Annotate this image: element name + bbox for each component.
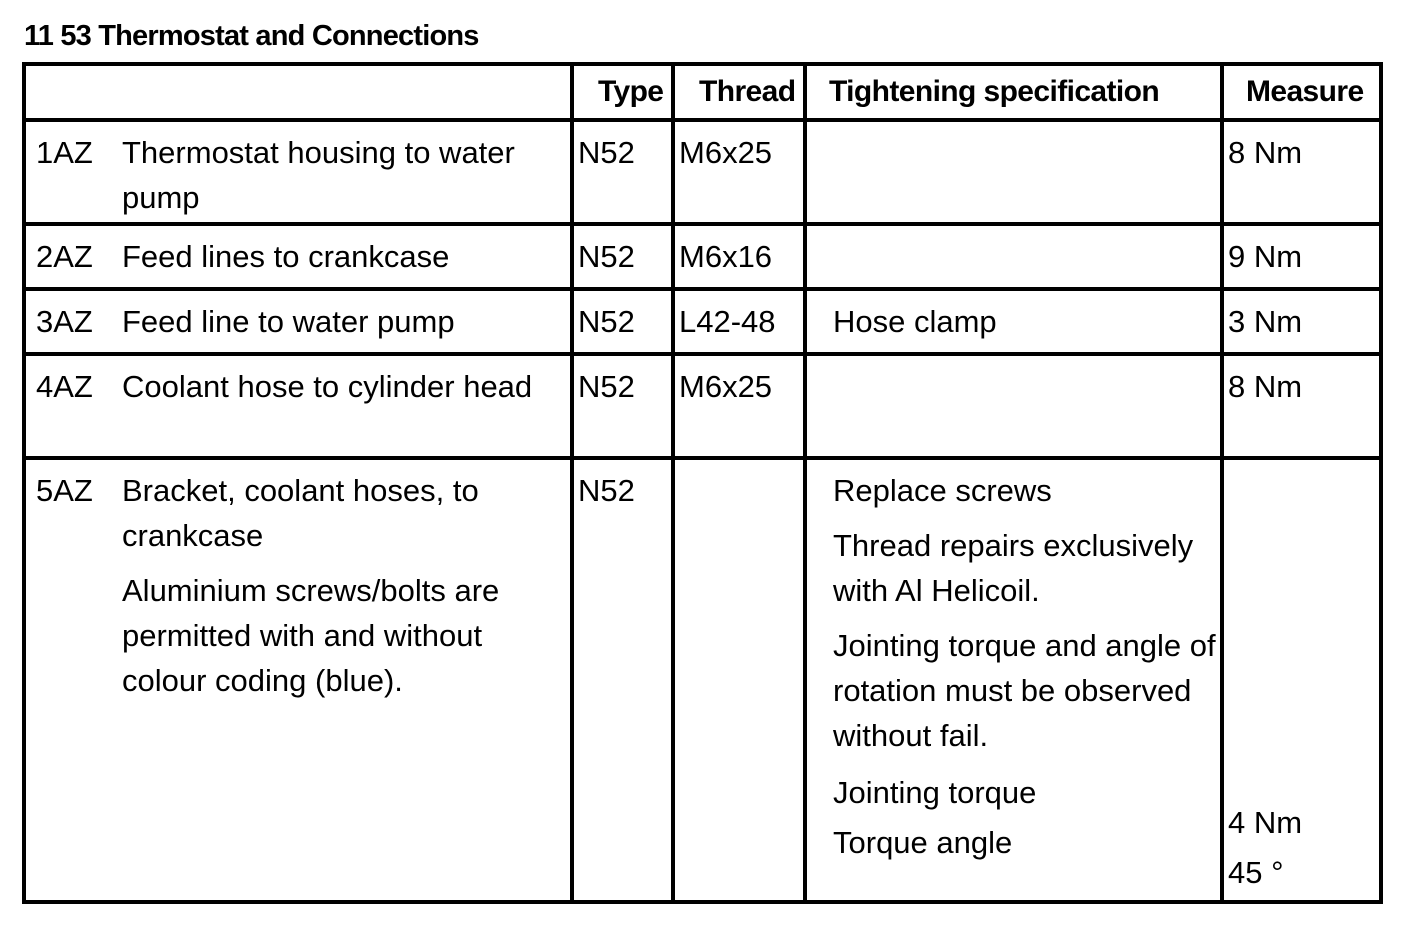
spec-replace-screws: Replace screws — [833, 473, 1052, 508]
header-description — [118, 64, 572, 120]
row-spec — [805, 120, 1222, 224]
row-description: Thermostat housing to water pump — [118, 120, 572, 224]
table-header-row — [24, 64, 1381, 120]
row-description — [118, 458, 572, 902]
spec-jointing-note: Jointing torque and angle of rotation must be observed without fail. — [833, 628, 1216, 753]
table-row — [24, 224, 1381, 289]
row-thread: M6x25 — [673, 354, 805, 458]
header-type: Type — [572, 64, 673, 120]
torque-table — [22, 62, 1383, 904]
row-id: 3AZ — [24, 289, 118, 354]
row-description-text: Bracket, coolant hoses, to crankcase — [122, 473, 479, 553]
row-description: Coolant hose to cylinder head — [118, 354, 572, 458]
row-id: 5AZ — [24, 458, 118, 902]
table-row — [24, 458, 1381, 902]
row-thread: M6x16 — [673, 224, 805, 289]
header-thread: Thread — [673, 64, 805, 120]
row-measure — [1222, 458, 1381, 902]
torque-angle-value: 45 ° — [1228, 855, 1284, 890]
row-spec — [805, 224, 1222, 289]
row-spec: Hose clamp — [805, 289, 1222, 354]
jointing-torque-value: 4 Nm — [1228, 805, 1303, 840]
row-id: 1AZ — [24, 120, 118, 224]
row-description: Feed lines to crankcase — [118, 224, 572, 289]
row-description: Feed line to water pump — [118, 289, 572, 354]
row-measure: 8 Nm — [1222, 354, 1381, 458]
table-row — [24, 354, 1381, 458]
header-measure: Measure — [1222, 64, 1381, 120]
page-title: 11 53 Thermostat and Connections — [24, 20, 479, 52]
row-measure: 9 Nm — [1222, 224, 1381, 289]
row-thread: L42-48 — [673, 289, 805, 354]
row-type: N52 — [572, 458, 673, 902]
row-spec — [805, 458, 1222, 902]
row-note: Aluminium screws/bolts are permitted with and without colour coding (blue). — [122, 573, 500, 698]
spec-jointing-torque-label: Jointing torque — [833, 775, 1037, 810]
row-type: N52 — [572, 354, 673, 458]
row-thread — [673, 458, 805, 902]
row-id: 2AZ — [24, 224, 118, 289]
row-measure: 3 Nm — [1222, 289, 1381, 354]
spec-torque-angle-label: Torque angle — [833, 825, 1013, 860]
row-type: N52 — [572, 224, 673, 289]
table-row — [24, 120, 1381, 224]
header-spec: Tightening specification — [805, 64, 1222, 120]
row-thread: M6x25 — [673, 120, 805, 224]
row-spec — [805, 354, 1222, 458]
table-row — [24, 289, 1381, 354]
row-id: 4AZ — [24, 354, 118, 458]
header-id — [24, 64, 118, 120]
spec-thread-repairs: Thread repairs exclusively with Al Helicoil. — [833, 528, 1194, 608]
row-type: N52 — [572, 120, 673, 224]
row-type: N52 — [572, 289, 673, 354]
row-measure: 8 Nm — [1222, 120, 1381, 224]
